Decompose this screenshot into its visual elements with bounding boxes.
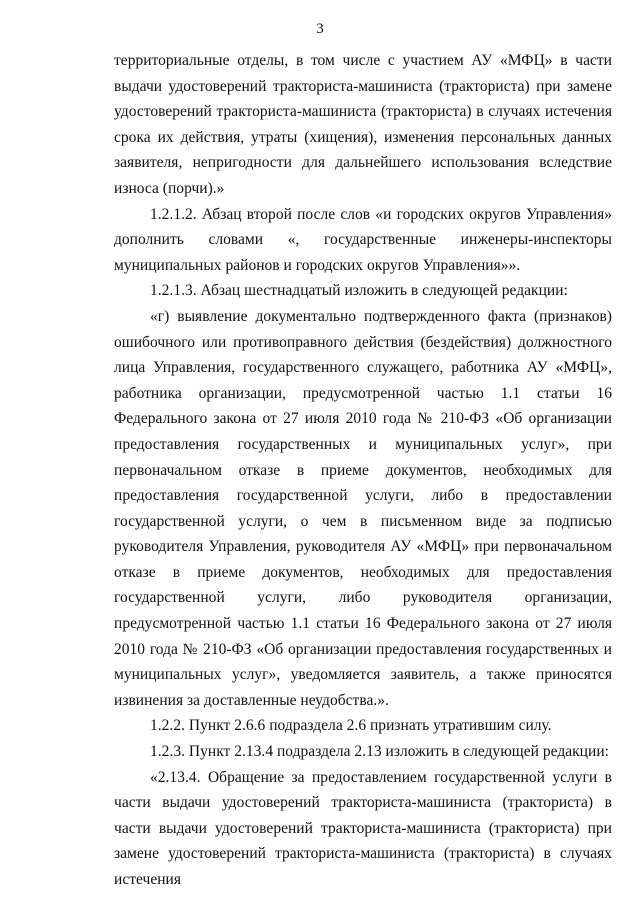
paragraph-1-2-1-3: 1.2.1.3. Абзац шестнадцатый изложить в следующей редакции: <box>150 282 568 300</box>
paragraph-1-2-3: 1.2.3. Пункт 2.13.4 подраздела 2.13 изложить в следующей редакции: <box>150 743 609 761</box>
document-body <box>114 48 612 893</box>
paragraph-2-13-4: «2.13.4. Обращение за предоставлением государственной услуги в части выдачи удостоверений тракториста-машиниста (тракториста) в части выдачи удостоверений тракториста-машиниста (тракториста) при замене удостоверений тракториста-машиниста (тракториста) в случаях истечения <box>114 768 612 888</box>
paragraph-continuation: территориальные отделы, в том числе с участием АУ «МФЦ» в части выдачи удостоверений тракториста-машиниста (тракториста) при замене удостоверений тракториста-машиниста (тракториста) в случаях истечения срока их действия, утраты (хищения), изменения персональных данных заявителя, непригодности для дальнейшего использования вследствие износа (порчи).» <box>114 52 612 197</box>
paragraph-subitem-g: «г) выявление документально подтвержденного факта (признаков) ошибочного или противоправного действия (бездействия) должностного лица Управления, государственного служащего, работника АУ «МФЦ», работника организации, предусмотренной частью 1.1 статьи 16 Федерального закона от 27 июля 2010 года № 210-ФЗ «Об организации предоставления государственных и муниципальных услуг», при первоначальном отказе в приеме документов, необходимых для предоставления государственной услуги, либо в предоставлении государственной услуги, о чем в письменном виде за подписью руководителя Управления, руководителя АУ «МФЦ» при первоначальном отказе в приеме документов, необходимых для предоставления государственной услуги, либо руководителя организации, предусмотренной частью 1.1 статьи 16 Федерального закона от 27 июля 2010 года № 210-ФЗ «Об организации предоставления государственных и муниципальных услуг», уведомляется заявитель, а также приносятся извинения за доставленные неудобства.». <box>114 307 612 709</box>
paragraph-1-2-2: 1.2.2. Пункт 2.6.6 подраздела 2.6 признать утратившим силу. <box>150 717 552 735</box>
paragraph-1-2-1-2: 1.2.1.2. Абзац второй после слов «и городских округов Управления» дополнить словами «, государственные инженеры-инспекторы муниципальных районов и городских округов Управления»». <box>114 205 612 274</box>
page-number: 3 <box>316 21 324 37</box>
